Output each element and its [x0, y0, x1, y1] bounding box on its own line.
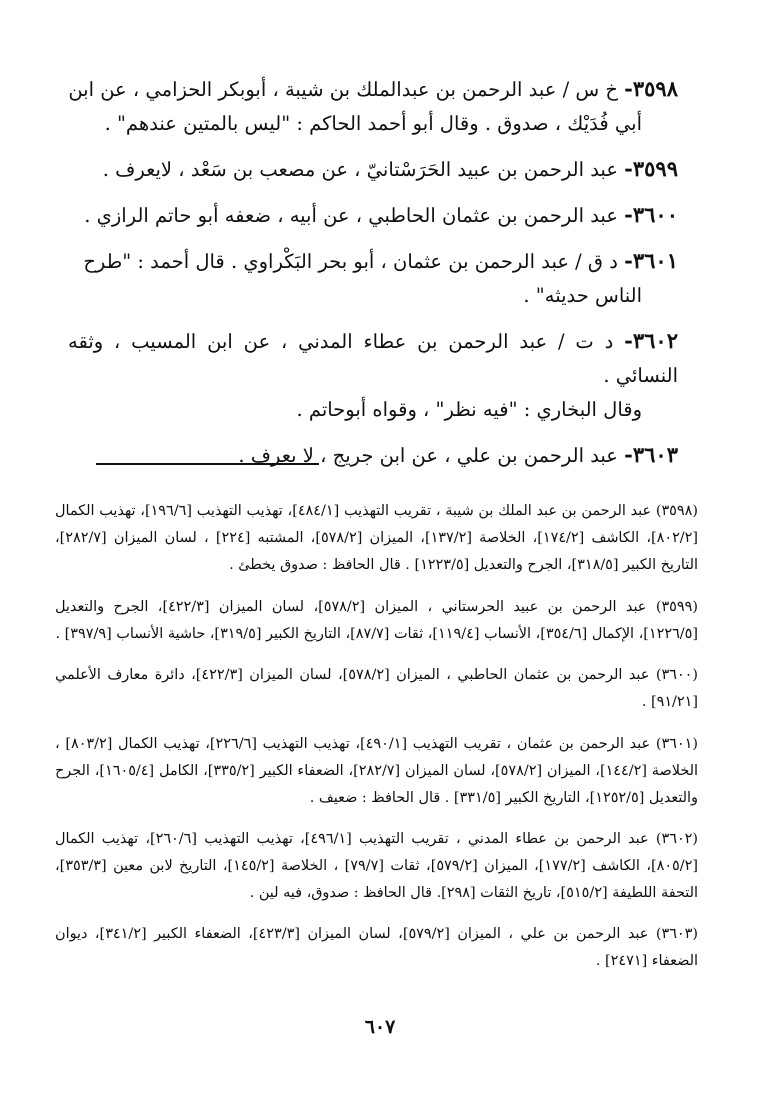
entry-3602: ٣٦٠٢- د ت / عبد الرحمن بن عطاء المدني ، عن ابن المسيب ، وثقه النسائي . وقال البخاري : "فيه نظر" ، وقواه أبوحاتم .: [68, 324, 678, 427]
entry-text: عبد الرحمن بن عثمان الحاطبي ، عن أبيه ، ضعفه أبو حاتم الرازي .: [84, 204, 618, 227]
footnote-text: عبد الرحمن بن عثمان ، تقريب التهذيب [٤٩٠/١]، تهذيب التهذيب [٢٢٦/٦]، تهذيب الكمال [٨٠٣/٢] ، الخلاصة [١٤٤/٢]، الميزان [٥٧٨/٢]، لسان الميزان [٢٨٢/٧]، الضعفاء الكبير [٣٣٥/٢]، الكامل [١٦٠٥/٤]، الجرح والتعديل [١٢٥٢/٥]، التاريخ الكبير [٣٣١/٥] . قال الحافظ : ضعيف .: [55, 735, 698, 806]
footnote-3602: [55, 826, 698, 907]
entry-text-continued: الناس حديثه" .: [523, 284, 642, 307]
footnote-label: (٣٦٠٠): [655, 667, 698, 684]
footnote-label: (٣٦٠٢): [655, 830, 699, 847]
entry-number: ٣٦٠٢: [632, 328, 678, 353]
page-number: ٦٠٧: [364, 1016, 396, 1038]
entry-number: ٣٦٠٣: [632, 442, 678, 467]
entry-text: خ س / عبد الرحمن بن عبدالملك بن شيبة ، أبوبكر الحزامي ، عن ابن: [68, 78, 618, 101]
entry-number: ٣٦٠١: [632, 248, 678, 273]
entry-number: ٣٥٩٨: [632, 76, 678, 101]
footnote-text: عبد الرحمن بن عبيد الحرستاني ، الميزان [٥٧٨/٢]، لسان الميزان [٤٢٢/٣]، الجرح والتعديل [١٢٢٦/٥]، الإكمال [٣٥٤/٦]، الأنساب [١١٩/٤]، ثقات [٨٧/٧]، التاريخ الكبير [٣١٩/٥]، حاشية الأنساب [٣٩٧/٩] .: [55, 598, 698, 642]
footnote-3599: [55, 594, 698, 648]
biography-entries: [68, 72, 678, 484]
footnote-label: (٣٦٠٣): [655, 926, 699, 943]
entry-3601: ٣٦٠١- د ق / عبد الرحمن بن عثمان ، أبو بحر البَكْراوي . قال أحمد : "طرح الناس حديثه" .: [68, 244, 678, 313]
entry-number: ٣٥٩٩: [632, 156, 678, 181]
entry-text-continued: أبي فُدَيْك ، صدوق . وقال أبو أحمد الحاكم : "ليس بالمتين عندهم" .: [104, 112, 642, 135]
entry-3598: ٣٥٩٨- خ س / عبد الرحمن بن عبدالملك بن شيبة ، أبوبكر الحزامي ، عن ابن أبي فُدَيْك ، صدوق . وقال أبو أحمد الحاكم : "ليس بالمتين عندهم" .: [68, 72, 678, 141]
footnotes: [55, 484, 698, 975]
entry-3599: ٣٥٩٩- عبد الرحمن بن عبيد الحَرَسْتانيّ ، عن مصعب بن سَعْد ، لايعرف .: [102, 156, 678, 181]
footnote-label: (٣٦٠١): [655, 735, 698, 752]
footnote-label: (٣٥٩٨): [655, 503, 698, 520]
footnote-label: (٣٥٩٩): [655, 598, 698, 615]
entry-text: د ق / عبد الرحمن بن عثمان ، أبو بحر البَكْراوي . قال أحمد : "طرح: [83, 250, 618, 273]
entry-3600: ٣٦٠٠- عبد الرحمن بن عثمان الحاطبي ، عن أبيه ، ضعفه أبو حاتم الرازي .: [84, 202, 678, 227]
footnote-3603: [55, 921, 698, 975]
entry-3603: ٣٦٠٣- عبد الرحمن بن علي ، عن ابن جريج ، لا يعرف .: [238, 442, 678, 467]
entry-text: عبد الرحمن بن علي ، عن ابن جريج ، لا يعرف .: [238, 444, 618, 467]
entry-number: ٣٦٠٠: [632, 202, 678, 227]
footnote-text: عبد الرحمن بن علي ، الميزان [٥٧٩/٢]، لسان الميزان [٤٢٣/٣]، الضعفاء الكبير [٣٤١/٢]، ديوان الضعفاء [٢٤٧١] .: [55, 926, 698, 970]
footnote-3600: [55, 662, 698, 716]
footnote-3601: [55, 731, 698, 812]
footnote-text: عبد الرحمن بن عبد الملك بن شيبة ، تقريب التهذيب [٤٨٤/١]، تهذيب التهذيب [١٩٦/٦]، تهذيب الكمال [٨٠٢/٢]، الكاشف [١٧٤/٢]، الخلاصة [١٣٧/٢]، الميزان [٥٧٨/٢]، المشتبه [٢٢٤] ، لسان الميزان [٢٨٢/٧]، التاريخ الكبير [٣١٨/٥]، الجرح والتعديل [١٢٢٣/٥] . قال الحافظ : صدوق يخطئ .: [55, 503, 699, 574]
footnote-3598: [55, 498, 698, 579]
entry-text: د ت / عبد الرحمن بن عطاء المدني ، عن ابن المسيب ، وثقه النسائي .: [68, 330, 678, 387]
footnote-text: عبد الرحمن بن عطاء المدني ، تقريب التهذيب [٤٩٦/١]، تهذيب التهذيب [٢٦٠/٦]، تهذيب الكمال [٨٠٥/٢]، الكاشف [١٧٧/٢]، الميزان [٥٧٩/٢]، ثقات [٧٩/٧] ، الخلاصة [١٤٥/٢]، التاريخ لابن معين [٣٥٣/٣]، التحفة اللطيفة [٥١٥/٢]، تاريخ الثقات [٢٩٨]. قال الحافظ : صدوق، فيه لين .: [55, 830, 698, 901]
entry-text-continued: وقال البخاري : "فيه نظر" ، وقواه أبوحاتم .: [296, 398, 642, 421]
footnote-divider: [96, 463, 319, 465]
entry-text: عبد الرحمن بن عبيد الحَرَسْتانيّ ، عن مصعب بن سَعْد ، لايعرف .: [102, 158, 618, 181]
footnote-text: عبد الرحمن بن عثمان الحاطبي ، الميزان [٥٧٨/٢]، لسان الميزان [٤٢٢/٣]، دائرة معارف الأعلمي [٩١/٢١] .: [55, 667, 698, 711]
